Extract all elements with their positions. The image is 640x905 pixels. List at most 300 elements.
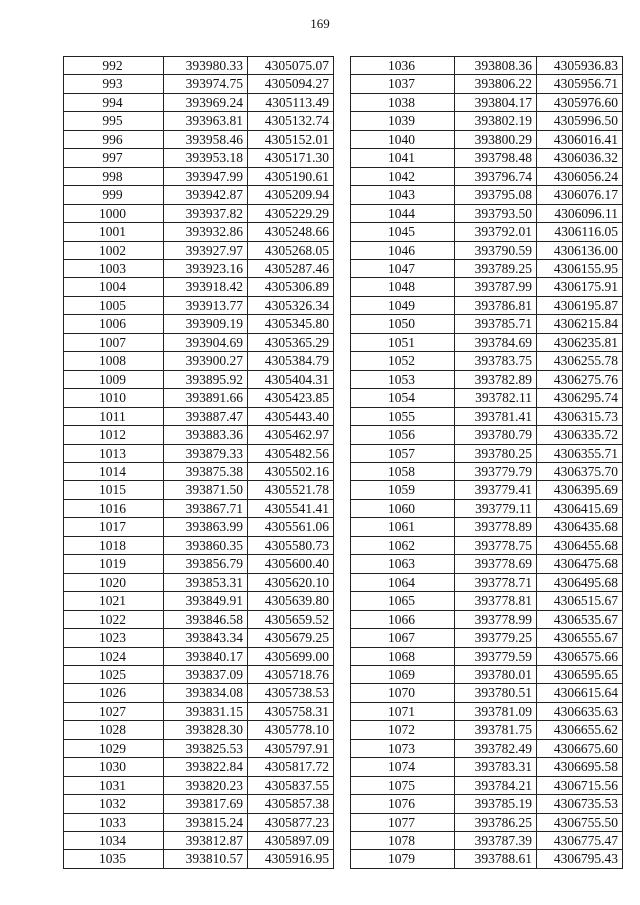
table-row — [64, 186, 334, 204]
y-coordinate-cell: 4305248.66 — [248, 223, 334, 241]
point-number-cell: 1007 — [64, 333, 164, 351]
table-row — [351, 389, 623, 407]
x-coordinate-cell: 393784.21 — [455, 776, 537, 794]
point-number-cell: 994 — [64, 93, 164, 111]
x-coordinate-cell: 393900.27 — [164, 352, 248, 370]
y-coordinate-cell: 4305580.73 — [248, 536, 334, 554]
table-row — [64, 592, 334, 610]
x-coordinate-cell: 393825.53 — [164, 739, 248, 757]
table-row — [351, 426, 623, 444]
point-number-cell: 1028 — [64, 721, 164, 739]
x-coordinate-cell: 393779.41 — [455, 481, 537, 499]
y-coordinate-cell: 4306435.68 — [537, 518, 623, 536]
y-coordinate-cell: 4305113.49 — [248, 93, 334, 111]
point-number-cell: 1060 — [351, 499, 455, 517]
x-coordinate-cell: 393778.71 — [455, 573, 537, 591]
table-row — [351, 112, 623, 130]
y-coordinate-cell: 4305229.29 — [248, 204, 334, 222]
x-coordinate-cell: 393820.23 — [164, 776, 248, 794]
table-row — [351, 721, 623, 739]
table-row — [351, 518, 623, 536]
table-row — [351, 758, 623, 776]
table-row — [64, 518, 334, 536]
table-row — [64, 702, 334, 720]
table-row — [64, 850, 334, 868]
point-number-cell: 993 — [64, 75, 164, 93]
y-coordinate-cell: 4306295.74 — [537, 389, 623, 407]
table-row — [351, 629, 623, 647]
point-number-cell: 992 — [64, 57, 164, 75]
point-number-cell: 1047 — [351, 259, 455, 277]
y-coordinate-cell: 4306775.47 — [537, 832, 623, 850]
table-row — [64, 610, 334, 628]
point-number-cell: 1011 — [64, 407, 164, 425]
y-coordinate-cell: 4305075.07 — [248, 57, 334, 75]
point-number-cell: 1017 — [64, 518, 164, 536]
x-coordinate-cell: 393947.99 — [164, 167, 248, 185]
y-coordinate-cell: 4305190.61 — [248, 167, 334, 185]
table-row — [64, 813, 334, 831]
x-coordinate-cell: 393974.75 — [164, 75, 248, 93]
x-coordinate-cell: 393781.09 — [455, 702, 537, 720]
table-row — [64, 795, 334, 813]
y-coordinate-cell: 4305817.72 — [248, 758, 334, 776]
x-coordinate-cell: 393778.81 — [455, 592, 537, 610]
table-row — [351, 795, 623, 813]
table-row — [351, 130, 623, 148]
table-row — [64, 647, 334, 665]
point-number-cell: 1020 — [64, 573, 164, 591]
y-coordinate-cell: 4305679.25 — [248, 629, 334, 647]
x-coordinate-cell: 393782.11 — [455, 389, 537, 407]
table-row — [351, 315, 623, 333]
table-row — [64, 536, 334, 554]
x-coordinate-cell: 393800.29 — [455, 130, 537, 148]
y-coordinate-cell: 4306515.67 — [537, 592, 623, 610]
x-coordinate-cell: 393817.69 — [164, 795, 248, 813]
y-coordinate-cell: 4306335.72 — [537, 426, 623, 444]
point-number-cell: 1018 — [64, 536, 164, 554]
table-row — [351, 739, 623, 757]
table-row — [351, 555, 623, 573]
table-row — [351, 776, 623, 794]
table-row — [64, 665, 334, 683]
x-coordinate-cell: 393780.51 — [455, 684, 537, 702]
x-coordinate-cell: 393927.97 — [164, 241, 248, 259]
point-number-cell: 1021 — [64, 592, 164, 610]
point-number-cell: 1073 — [351, 739, 455, 757]
table-row — [351, 573, 623, 591]
y-coordinate-cell: 4305287.46 — [248, 259, 334, 277]
table-row — [351, 259, 623, 277]
x-coordinate-cell: 393780.79 — [455, 426, 537, 444]
x-coordinate-cell: 393806.22 — [455, 75, 537, 93]
y-coordinate-cell: 4305365.29 — [248, 333, 334, 351]
table-row — [64, 426, 334, 444]
x-coordinate-cell: 393909.19 — [164, 315, 248, 333]
point-number-cell: 1079 — [351, 850, 455, 868]
x-coordinate-cell: 393980.33 — [164, 57, 248, 75]
point-number-cell: 1062 — [351, 536, 455, 554]
x-coordinate-cell: 393804.17 — [455, 93, 537, 111]
x-coordinate-cell: 393781.41 — [455, 407, 537, 425]
table-row — [64, 167, 334, 185]
table-row — [64, 776, 334, 794]
y-coordinate-cell: 4306136.00 — [537, 241, 623, 259]
point-number-cell: 1035 — [64, 850, 164, 868]
point-number-cell: 1050 — [351, 315, 455, 333]
y-coordinate-cell: 4306615.64 — [537, 684, 623, 702]
y-coordinate-cell: 4305423.85 — [248, 389, 334, 407]
x-coordinate-cell: 393783.31 — [455, 758, 537, 776]
x-coordinate-cell: 393780.01 — [455, 665, 537, 683]
point-number-cell: 1054 — [351, 389, 455, 407]
table-row — [64, 296, 334, 314]
y-coordinate-cell: 4305462.97 — [248, 426, 334, 444]
point-number-cell: 1056 — [351, 426, 455, 444]
point-number-cell: 1029 — [64, 739, 164, 757]
point-number-cell: 1052 — [351, 352, 455, 370]
x-coordinate-cell: 393963.81 — [164, 112, 248, 130]
point-number-cell: 1072 — [351, 721, 455, 739]
x-coordinate-cell: 393834.08 — [164, 684, 248, 702]
x-coordinate-cell: 393822.84 — [164, 758, 248, 776]
point-number-cell: 1039 — [351, 112, 455, 130]
x-coordinate-cell: 393812.87 — [164, 832, 248, 850]
y-coordinate-cell: 4305541.41 — [248, 499, 334, 517]
x-coordinate-cell: 393871.50 — [164, 481, 248, 499]
point-number-cell: 1012 — [64, 426, 164, 444]
x-coordinate-cell: 393780.25 — [455, 444, 537, 462]
point-number-cell: 1048 — [351, 278, 455, 296]
coordinate-table-left — [63, 56, 334, 869]
point-number-cell: 1038 — [351, 93, 455, 111]
point-number-cell: 1037 — [351, 75, 455, 93]
y-coordinate-cell: 4306275.76 — [537, 370, 623, 388]
table-row — [64, 333, 334, 351]
y-coordinate-cell: 4305718.76 — [248, 665, 334, 683]
x-coordinate-cell: 393856.79 — [164, 555, 248, 573]
x-coordinate-cell: 393904.69 — [164, 333, 248, 351]
table-row — [351, 241, 623, 259]
x-coordinate-cell: 393795.08 — [455, 186, 537, 204]
y-coordinate-cell: 4306415.69 — [537, 499, 623, 517]
y-coordinate-cell: 4305209.94 — [248, 186, 334, 204]
point-number-cell: 1042 — [351, 167, 455, 185]
page-number: 169 — [310, 16, 330, 31]
point-number-cell: 1065 — [351, 592, 455, 610]
coordinate-table-left-body — [64, 57, 334, 869]
table-row — [351, 407, 623, 425]
point-number-cell: 995 — [64, 112, 164, 130]
point-number-cell: 1067 — [351, 629, 455, 647]
table-row — [64, 315, 334, 333]
table-row — [64, 499, 334, 517]
y-coordinate-cell: 4305778.10 — [248, 721, 334, 739]
point-number-cell: 1010 — [64, 389, 164, 407]
y-coordinate-cell: 4306535.67 — [537, 610, 623, 628]
point-number-cell: 1057 — [351, 444, 455, 462]
point-number-cell: 1024 — [64, 647, 164, 665]
x-coordinate-cell: 393786.81 — [455, 296, 537, 314]
x-coordinate-cell: 393785.19 — [455, 795, 537, 813]
x-coordinate-cell: 393895.92 — [164, 370, 248, 388]
table-row — [351, 813, 623, 831]
y-coordinate-cell: 4306715.56 — [537, 776, 623, 794]
point-number-cell: 1022 — [64, 610, 164, 628]
y-coordinate-cell: 4306315.73 — [537, 407, 623, 425]
table-row — [64, 130, 334, 148]
point-number-cell: 1036 — [351, 57, 455, 75]
y-coordinate-cell: 4305976.60 — [537, 93, 623, 111]
point-number-cell: 1025 — [64, 665, 164, 683]
x-coordinate-cell: 393779.79 — [455, 462, 537, 480]
table-row — [351, 167, 623, 185]
table-row — [64, 739, 334, 757]
table-row — [64, 758, 334, 776]
y-coordinate-cell: 4306056.24 — [537, 167, 623, 185]
table-row — [64, 241, 334, 259]
point-number-cell: 1070 — [351, 684, 455, 702]
x-coordinate-cell: 393787.99 — [455, 278, 537, 296]
y-coordinate-cell: 4305620.10 — [248, 573, 334, 591]
x-coordinate-cell: 393969.24 — [164, 93, 248, 111]
table-row — [351, 610, 623, 628]
point-number-cell: 1074 — [351, 758, 455, 776]
y-coordinate-cell: 4305758.31 — [248, 702, 334, 720]
x-coordinate-cell: 393875.38 — [164, 462, 248, 480]
point-number-cell: 1033 — [64, 813, 164, 831]
table-row — [351, 75, 623, 93]
table-row — [64, 57, 334, 75]
x-coordinate-cell: 393778.89 — [455, 518, 537, 536]
y-coordinate-cell: 4306595.65 — [537, 665, 623, 683]
table-row — [64, 93, 334, 111]
y-coordinate-cell: 4305384.79 — [248, 352, 334, 370]
x-coordinate-cell: 393958.46 — [164, 130, 248, 148]
table-row — [351, 665, 623, 683]
y-coordinate-cell: 4305502.16 — [248, 462, 334, 480]
x-coordinate-cell: 393863.99 — [164, 518, 248, 536]
point-number-cell: 999 — [64, 186, 164, 204]
table-row — [64, 721, 334, 739]
x-coordinate-cell: 393860.35 — [164, 536, 248, 554]
y-coordinate-cell: 4306655.62 — [537, 721, 623, 739]
table-row — [64, 407, 334, 425]
point-number-cell: 1019 — [64, 555, 164, 573]
x-coordinate-cell: 393778.99 — [455, 610, 537, 628]
y-coordinate-cell: 4306735.53 — [537, 795, 623, 813]
y-coordinate-cell: 4306355.71 — [537, 444, 623, 462]
table-row — [64, 75, 334, 93]
table-row — [64, 481, 334, 499]
table-row — [351, 462, 623, 480]
y-coordinate-cell: 4305996.50 — [537, 112, 623, 130]
y-coordinate-cell: 4306675.60 — [537, 739, 623, 757]
table-row — [351, 149, 623, 167]
x-coordinate-cell: 393782.89 — [455, 370, 537, 388]
x-coordinate-cell: 393790.59 — [455, 241, 537, 259]
table-row — [64, 204, 334, 222]
point-number-cell: 1061 — [351, 518, 455, 536]
y-coordinate-cell: 4306755.50 — [537, 813, 623, 831]
point-number-cell: 1046 — [351, 241, 455, 259]
point-number-cell: 1001 — [64, 223, 164, 241]
point-number-cell: 1053 — [351, 370, 455, 388]
x-coordinate-cell: 393918.42 — [164, 278, 248, 296]
y-coordinate-cell: 4306795.43 — [537, 850, 623, 868]
point-number-cell: 1071 — [351, 702, 455, 720]
point-number-cell: 1058 — [351, 462, 455, 480]
x-coordinate-cell: 393846.58 — [164, 610, 248, 628]
table-row — [64, 352, 334, 370]
table-row — [351, 352, 623, 370]
y-coordinate-cell: 4306495.68 — [537, 573, 623, 591]
y-coordinate-cell: 4306255.78 — [537, 352, 623, 370]
y-coordinate-cell: 4305326.34 — [248, 296, 334, 314]
y-coordinate-cell: 4306116.05 — [537, 223, 623, 241]
point-number-cell: 1009 — [64, 370, 164, 388]
point-number-cell: 1069 — [351, 665, 455, 683]
point-number-cell: 1055 — [351, 407, 455, 425]
y-coordinate-cell: 4305936.83 — [537, 57, 623, 75]
point-number-cell: 997 — [64, 149, 164, 167]
x-coordinate-cell: 393887.47 — [164, 407, 248, 425]
y-coordinate-cell: 4305877.23 — [248, 813, 334, 831]
y-coordinate-cell: 4305443.40 — [248, 407, 334, 425]
x-coordinate-cell: 393953.18 — [164, 149, 248, 167]
x-coordinate-cell: 393798.48 — [455, 149, 537, 167]
table-row — [351, 592, 623, 610]
table-row — [351, 296, 623, 314]
y-coordinate-cell: 4305897.09 — [248, 832, 334, 850]
y-coordinate-cell: 4305268.05 — [248, 241, 334, 259]
point-number-cell: 1049 — [351, 296, 455, 314]
table-row — [351, 850, 623, 868]
coordinate-table-right-body — [351, 57, 623, 869]
x-coordinate-cell: 393891.66 — [164, 389, 248, 407]
x-coordinate-cell: 393913.77 — [164, 296, 248, 314]
y-coordinate-cell: 4305639.80 — [248, 592, 334, 610]
y-coordinate-cell: 4306036.32 — [537, 149, 623, 167]
table-row — [64, 149, 334, 167]
point-number-cell: 1051 — [351, 333, 455, 351]
table-row — [351, 57, 623, 75]
table-row — [351, 93, 623, 111]
table-row — [64, 112, 334, 130]
point-number-cell: 1068 — [351, 647, 455, 665]
x-coordinate-cell: 393810.57 — [164, 850, 248, 868]
point-number-cell: 1064 — [351, 573, 455, 591]
x-coordinate-cell: 393867.71 — [164, 499, 248, 517]
point-number-cell: 1066 — [351, 610, 455, 628]
point-number-cell: 1004 — [64, 278, 164, 296]
point-number-cell: 1063 — [351, 555, 455, 573]
table-row — [351, 499, 623, 517]
point-number-cell: 1002 — [64, 241, 164, 259]
x-coordinate-cell: 393778.75 — [455, 536, 537, 554]
table-row — [351, 204, 623, 222]
y-coordinate-cell: 4305857.38 — [248, 795, 334, 813]
point-number-cell: 1034 — [64, 832, 164, 850]
y-coordinate-cell: 4306155.95 — [537, 259, 623, 277]
x-coordinate-cell: 393779.25 — [455, 629, 537, 647]
y-coordinate-cell: 4305956.71 — [537, 75, 623, 93]
x-coordinate-cell: 393883.36 — [164, 426, 248, 444]
x-coordinate-cell: 393840.17 — [164, 647, 248, 665]
point-number-cell: 1000 — [64, 204, 164, 222]
point-number-cell: 1045 — [351, 223, 455, 241]
table-row — [64, 832, 334, 850]
x-coordinate-cell: 393879.33 — [164, 444, 248, 462]
table-row — [351, 647, 623, 665]
point-number-cell: 1032 — [64, 795, 164, 813]
point-number-cell: 1003 — [64, 259, 164, 277]
y-coordinate-cell: 4305797.91 — [248, 739, 334, 757]
point-number-cell: 1016 — [64, 499, 164, 517]
table-row — [64, 259, 334, 277]
point-number-cell: 1043 — [351, 186, 455, 204]
point-number-cell: 1015 — [64, 481, 164, 499]
table-row — [64, 444, 334, 462]
x-coordinate-cell: 393808.36 — [455, 57, 537, 75]
table-row — [64, 555, 334, 573]
table-row — [64, 370, 334, 388]
x-coordinate-cell: 393793.50 — [455, 204, 537, 222]
x-coordinate-cell: 393783.75 — [455, 352, 537, 370]
x-coordinate-cell: 393781.75 — [455, 721, 537, 739]
table-row — [64, 684, 334, 702]
table-row — [64, 389, 334, 407]
y-coordinate-cell: 4305306.89 — [248, 278, 334, 296]
x-coordinate-cell: 393778.69 — [455, 555, 537, 573]
point-number-cell: 996 — [64, 130, 164, 148]
y-coordinate-cell: 4306215.84 — [537, 315, 623, 333]
x-coordinate-cell: 393831.15 — [164, 702, 248, 720]
point-number-cell: 1030 — [64, 758, 164, 776]
x-coordinate-cell: 393828.30 — [164, 721, 248, 739]
x-coordinate-cell: 393787.39 — [455, 832, 537, 850]
x-coordinate-cell: 393853.31 — [164, 573, 248, 591]
point-number-cell: 1078 — [351, 832, 455, 850]
y-coordinate-cell: 4305699.00 — [248, 647, 334, 665]
x-coordinate-cell: 393779.11 — [455, 499, 537, 517]
y-coordinate-cell: 4306016.41 — [537, 130, 623, 148]
y-coordinate-cell: 4305171.30 — [248, 149, 334, 167]
x-coordinate-cell: 393786.25 — [455, 813, 537, 831]
point-number-cell: 1014 — [64, 462, 164, 480]
table-row — [64, 629, 334, 647]
y-coordinate-cell: 4306635.63 — [537, 702, 623, 720]
y-coordinate-cell: 4306395.69 — [537, 481, 623, 499]
y-coordinate-cell: 4305837.55 — [248, 776, 334, 794]
y-coordinate-cell: 4305345.80 — [248, 315, 334, 333]
table-row — [351, 684, 623, 702]
point-number-cell: 1027 — [64, 702, 164, 720]
table-row — [351, 481, 623, 499]
y-coordinate-cell: 4305600.40 — [248, 555, 334, 573]
x-coordinate-cell: 393802.19 — [455, 112, 537, 130]
y-coordinate-cell: 4305916.95 — [248, 850, 334, 868]
x-coordinate-cell: 393784.69 — [455, 333, 537, 351]
table-row — [351, 333, 623, 351]
table-row — [351, 223, 623, 241]
y-coordinate-cell: 4306475.68 — [537, 555, 623, 573]
x-coordinate-cell: 393815.24 — [164, 813, 248, 831]
point-number-cell: 1059 — [351, 481, 455, 499]
table-row — [351, 832, 623, 850]
table-row — [351, 536, 623, 554]
